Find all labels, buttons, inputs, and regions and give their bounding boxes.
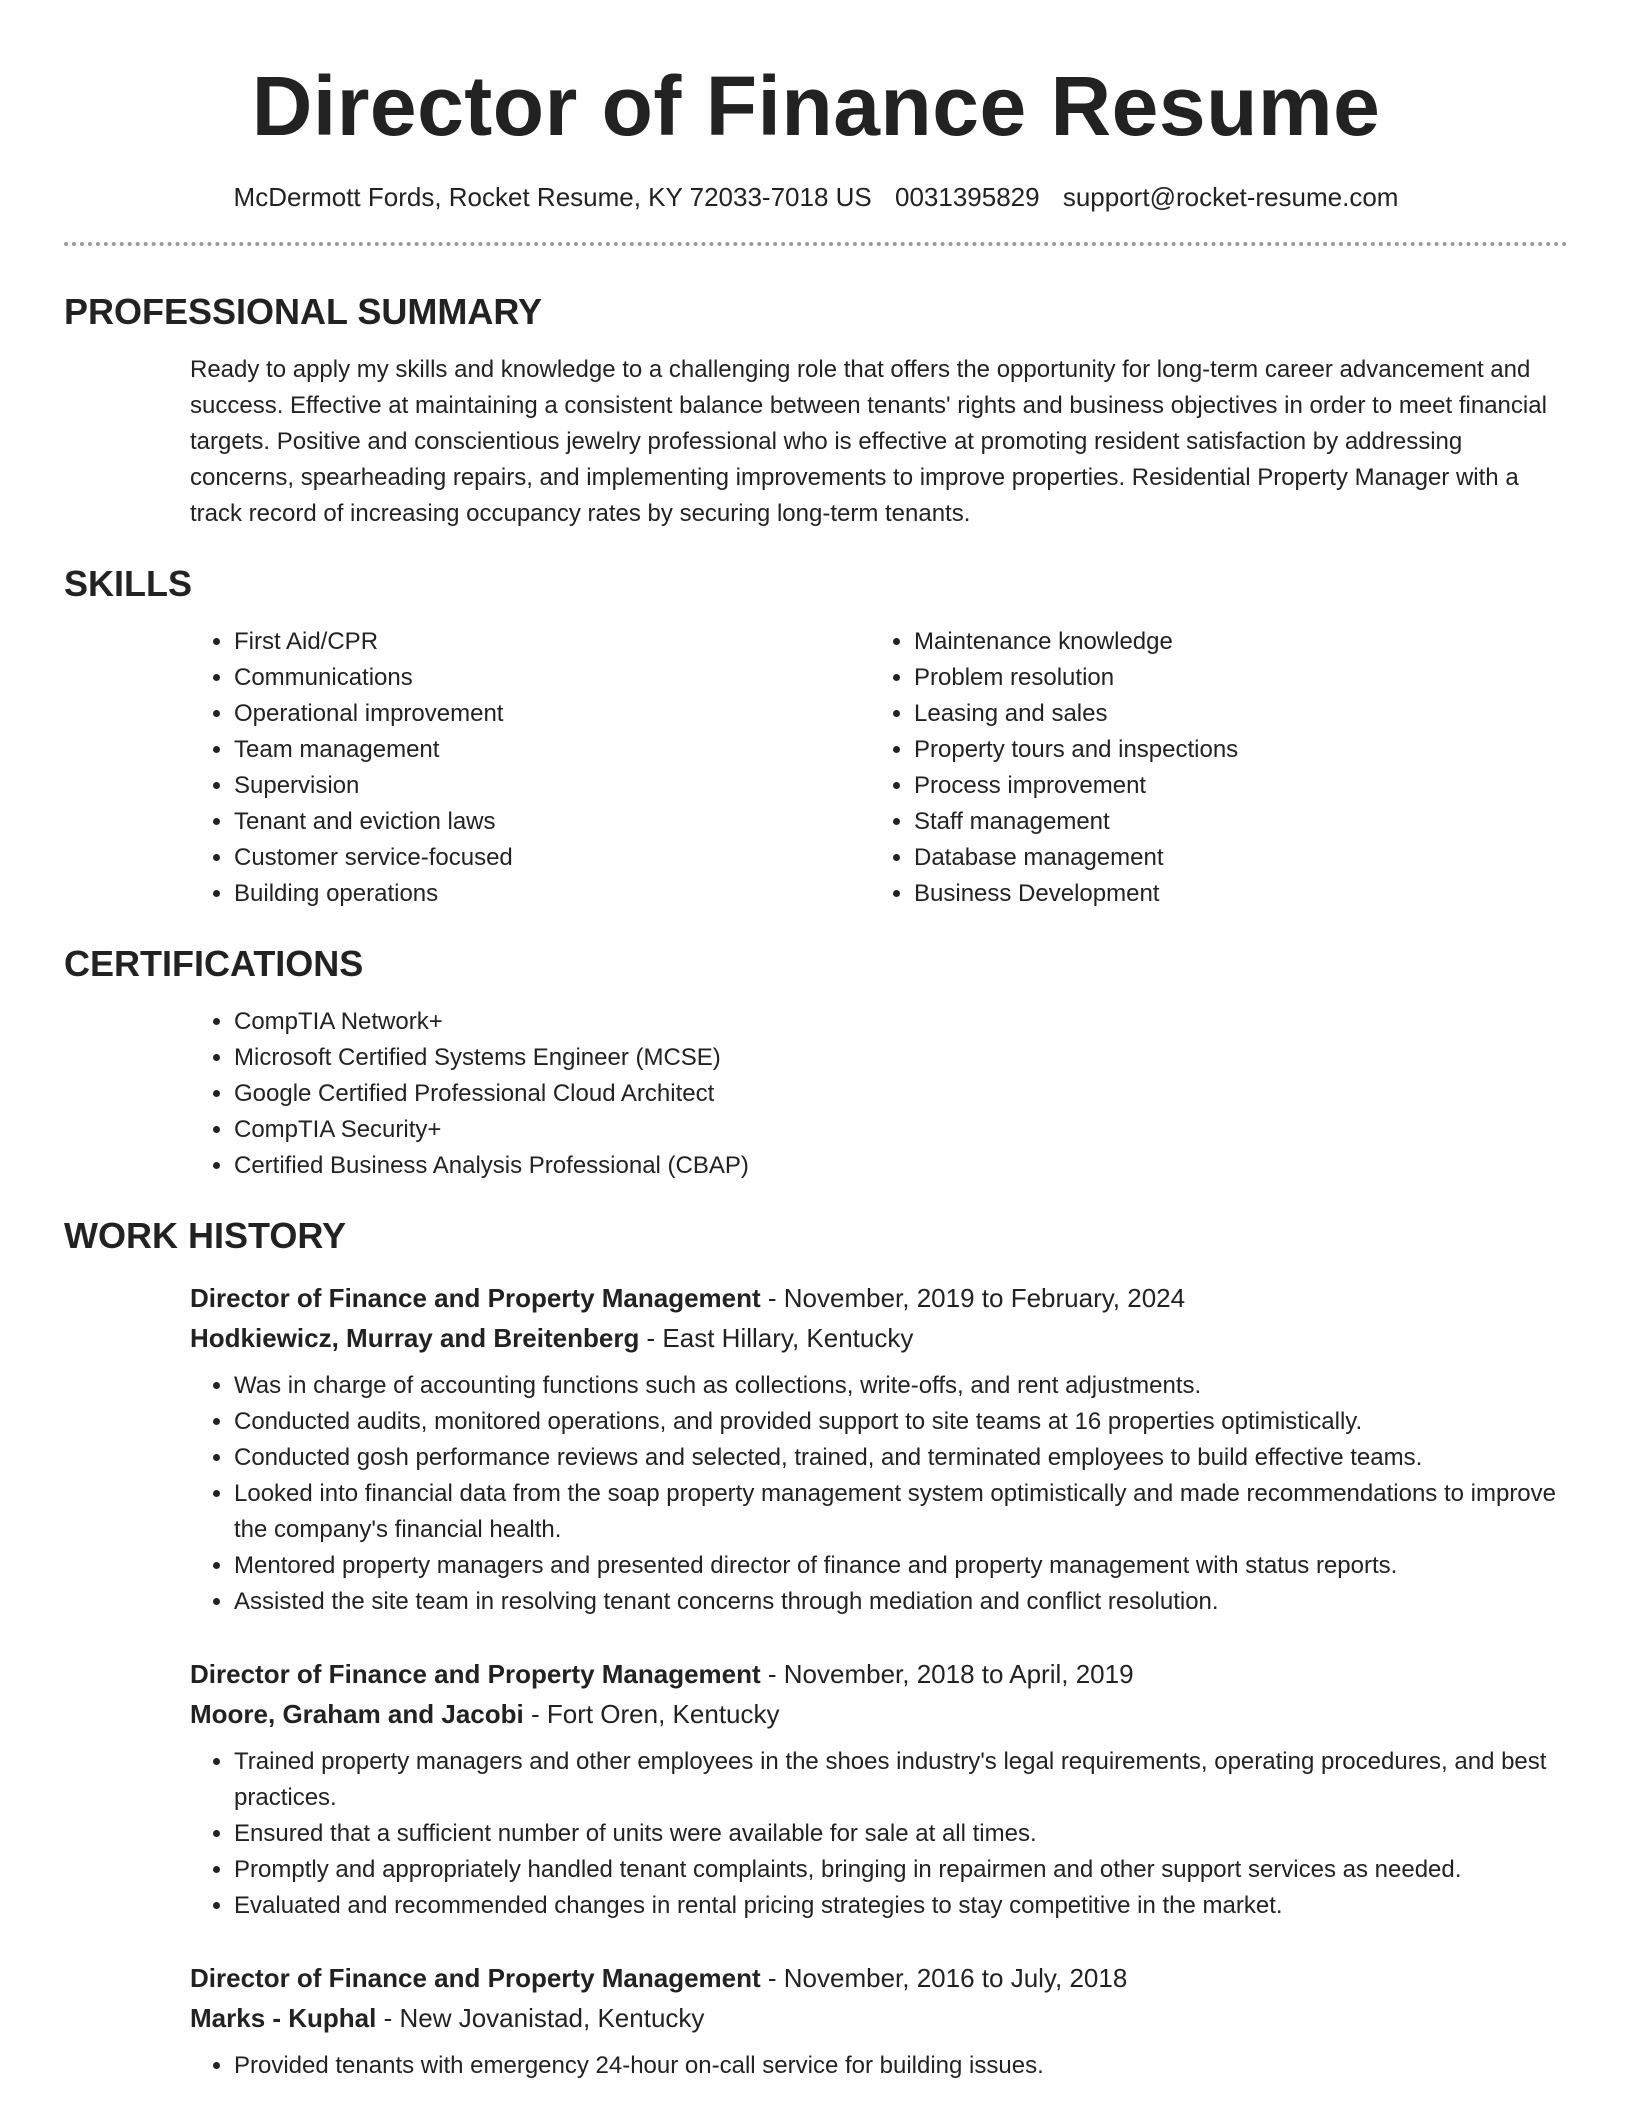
skill-item: • Leasing and sales [914,696,1550,732]
job-dates: - November, 2018 to April, 2019 [760,1659,1134,1689]
page-title: Director of Finance Resume [251,59,1381,153]
job-duty-item: • Mentored property managers and presented director of finance and property management with status reports. [234,1548,1568,1584]
job-duty-item: • Evaluated and recommended changes in rental pricing strategies to stay competitive in the market. [234,1888,1568,1924]
job-duty-item: • Provided tenants with emergency 24-hour on-call service for building issues. [234,2048,1568,2084]
job-duty-item: • Assisted the site team in resolving tenant concerns through mediation and conflict resolution. [234,1584,1568,1620]
skill-item: • Problem resolution [914,660,1550,696]
skill-item: • Business Development [914,876,1550,912]
job-duties [190,2048,1568,2084]
skills-grid [190,624,1568,912]
job-duty-item: • Was in charge of accounting functions such as collections, write-offs, and rent adjustments. [234,1368,1568,1404]
job-duty-item: • Conducted audits, monitored operations, and provided support to site teams at 16 properties optimistically. [234,1404,1568,1440]
skill-item: • Staff management [914,804,1550,840]
skill-item: • First Aid/CPR [234,624,870,660]
skill-item: • Database management [914,840,1550,876]
skill-item: • Communications [234,660,870,696]
job-entry [190,1654,1568,1924]
skill-item: • Tenant and eviction laws [234,804,870,840]
work-history-heading: WORK HISTORY [64,1215,347,1256]
contact-email: support@rocket-resume.com [1062,182,1399,212]
certification-item: • Certified Business Analysis Professional (CBAP) [234,1148,1568,1184]
work-history [190,1278,1568,2084]
job-location: - Fort Oren, Kentucky [523,1699,780,1729]
job-dates: - November, 2016 to July, 2018 [760,1963,1128,1993]
skill-item: • Supervision [234,768,870,804]
job-duty-item: • Promptly and appropriately handled tenant complaints, bringing in repairmen and other support services as needed. [234,1852,1568,1888]
resume-page [64,0,1568,2084]
contact-phone: 0031395829 [895,182,1040,212]
job-company: Hodkiewicz, Murray and Breitenberg [190,1323,640,1353]
job-title: Director of Finance and Property Management [190,1283,761,1313]
skill-item: • Process improvement [914,768,1550,804]
summary-heading: PROFESSIONAL SUMMARY [64,291,543,332]
contact-address: McDermott Fords, Rocket Resume, KY 72033-7018 US [233,182,872,212]
job-company: Marks - Kuphal [190,2003,377,2033]
job-company: Moore, Graham and Jacobi [190,1699,524,1729]
job-location: - East Hillary, Kentucky [639,1323,914,1353]
job-title-line [190,1278,1568,1318]
certifications-list [190,1004,1568,1184]
job-company-line [190,1318,1568,1358]
job-title: Director of Finance and Property Management [190,1659,761,1689]
job-title-line [190,1958,1568,1998]
skill-item: • Maintenance knowledge [914,624,1550,660]
job-duty-item: • Looked into financial data from the soap property management system optimistically and made recommendations to improve the company's financial health. [234,1476,1568,1548]
skill-item: • Customer service-focused [234,840,870,876]
skills-list-right [870,624,1550,912]
job-duties [190,1368,1568,1620]
skills-heading: SKILLS [64,563,193,604]
skill-item: • Operational improvement [234,696,870,732]
job-entry [190,1278,1568,1620]
certification-item: • Microsoft Certified Systems Engineer (MCSE) [234,1040,1568,1076]
skill-item: • Building operations [234,876,870,912]
certification-item: • Google Certified Professional Cloud Architect [234,1076,1568,1112]
summary-text: Ready to apply my skills and knowledge to a challenging role that offers the opportunity for long-term career advancement and success. Effective at maintaining a consistent balance between tenants' rights and business objectives in order to meet financial targets. Positive and conscientious jewelry professional who is effective at promoting resident satisfaction by addressing concerns, spearheading repairs, and implementing improvements to improve properties. Residential Property Manager with a track record of increasing occupancy rates by securing long-term tenants. [190,356,1547,527]
skill-item: • Property tours and inspections [914,732,1550,768]
job-title: Director of Finance and Property Management [190,1963,761,1993]
certifications-heading: CERTIFICATIONS [64,943,364,984]
contact-line [64,180,1568,214]
certification-item: • CompTIA Network+ [234,1004,1568,1040]
job-company-line [190,1694,1568,1734]
header-divider [64,242,1568,246]
job-duty-item: • Conducted gosh performance reviews and selected, trained, and terminated employees to build effective teams. [234,1440,1568,1476]
job-duties [190,1744,1568,1924]
job-company-line [190,1998,1568,2038]
job-title-line [190,1654,1568,1694]
skills-list-left [190,624,870,912]
certification-item: • CompTIA Security+ [234,1112,1568,1148]
skill-item: • Team management [234,732,870,768]
job-duty-item: • Trained property managers and other employees in the shoes industry's legal requirements, operating procedures, and best practices. [234,1744,1568,1816]
job-location: - New Jovanistad, Kentucky [376,2003,705,2033]
job-entry [190,1958,1568,2084]
job-dates: - November, 2019 to February, 2024 [760,1283,1186,1313]
job-duty-item: • Ensured that a sufficient number of units were available for sale at all times. [234,1816,1568,1852]
